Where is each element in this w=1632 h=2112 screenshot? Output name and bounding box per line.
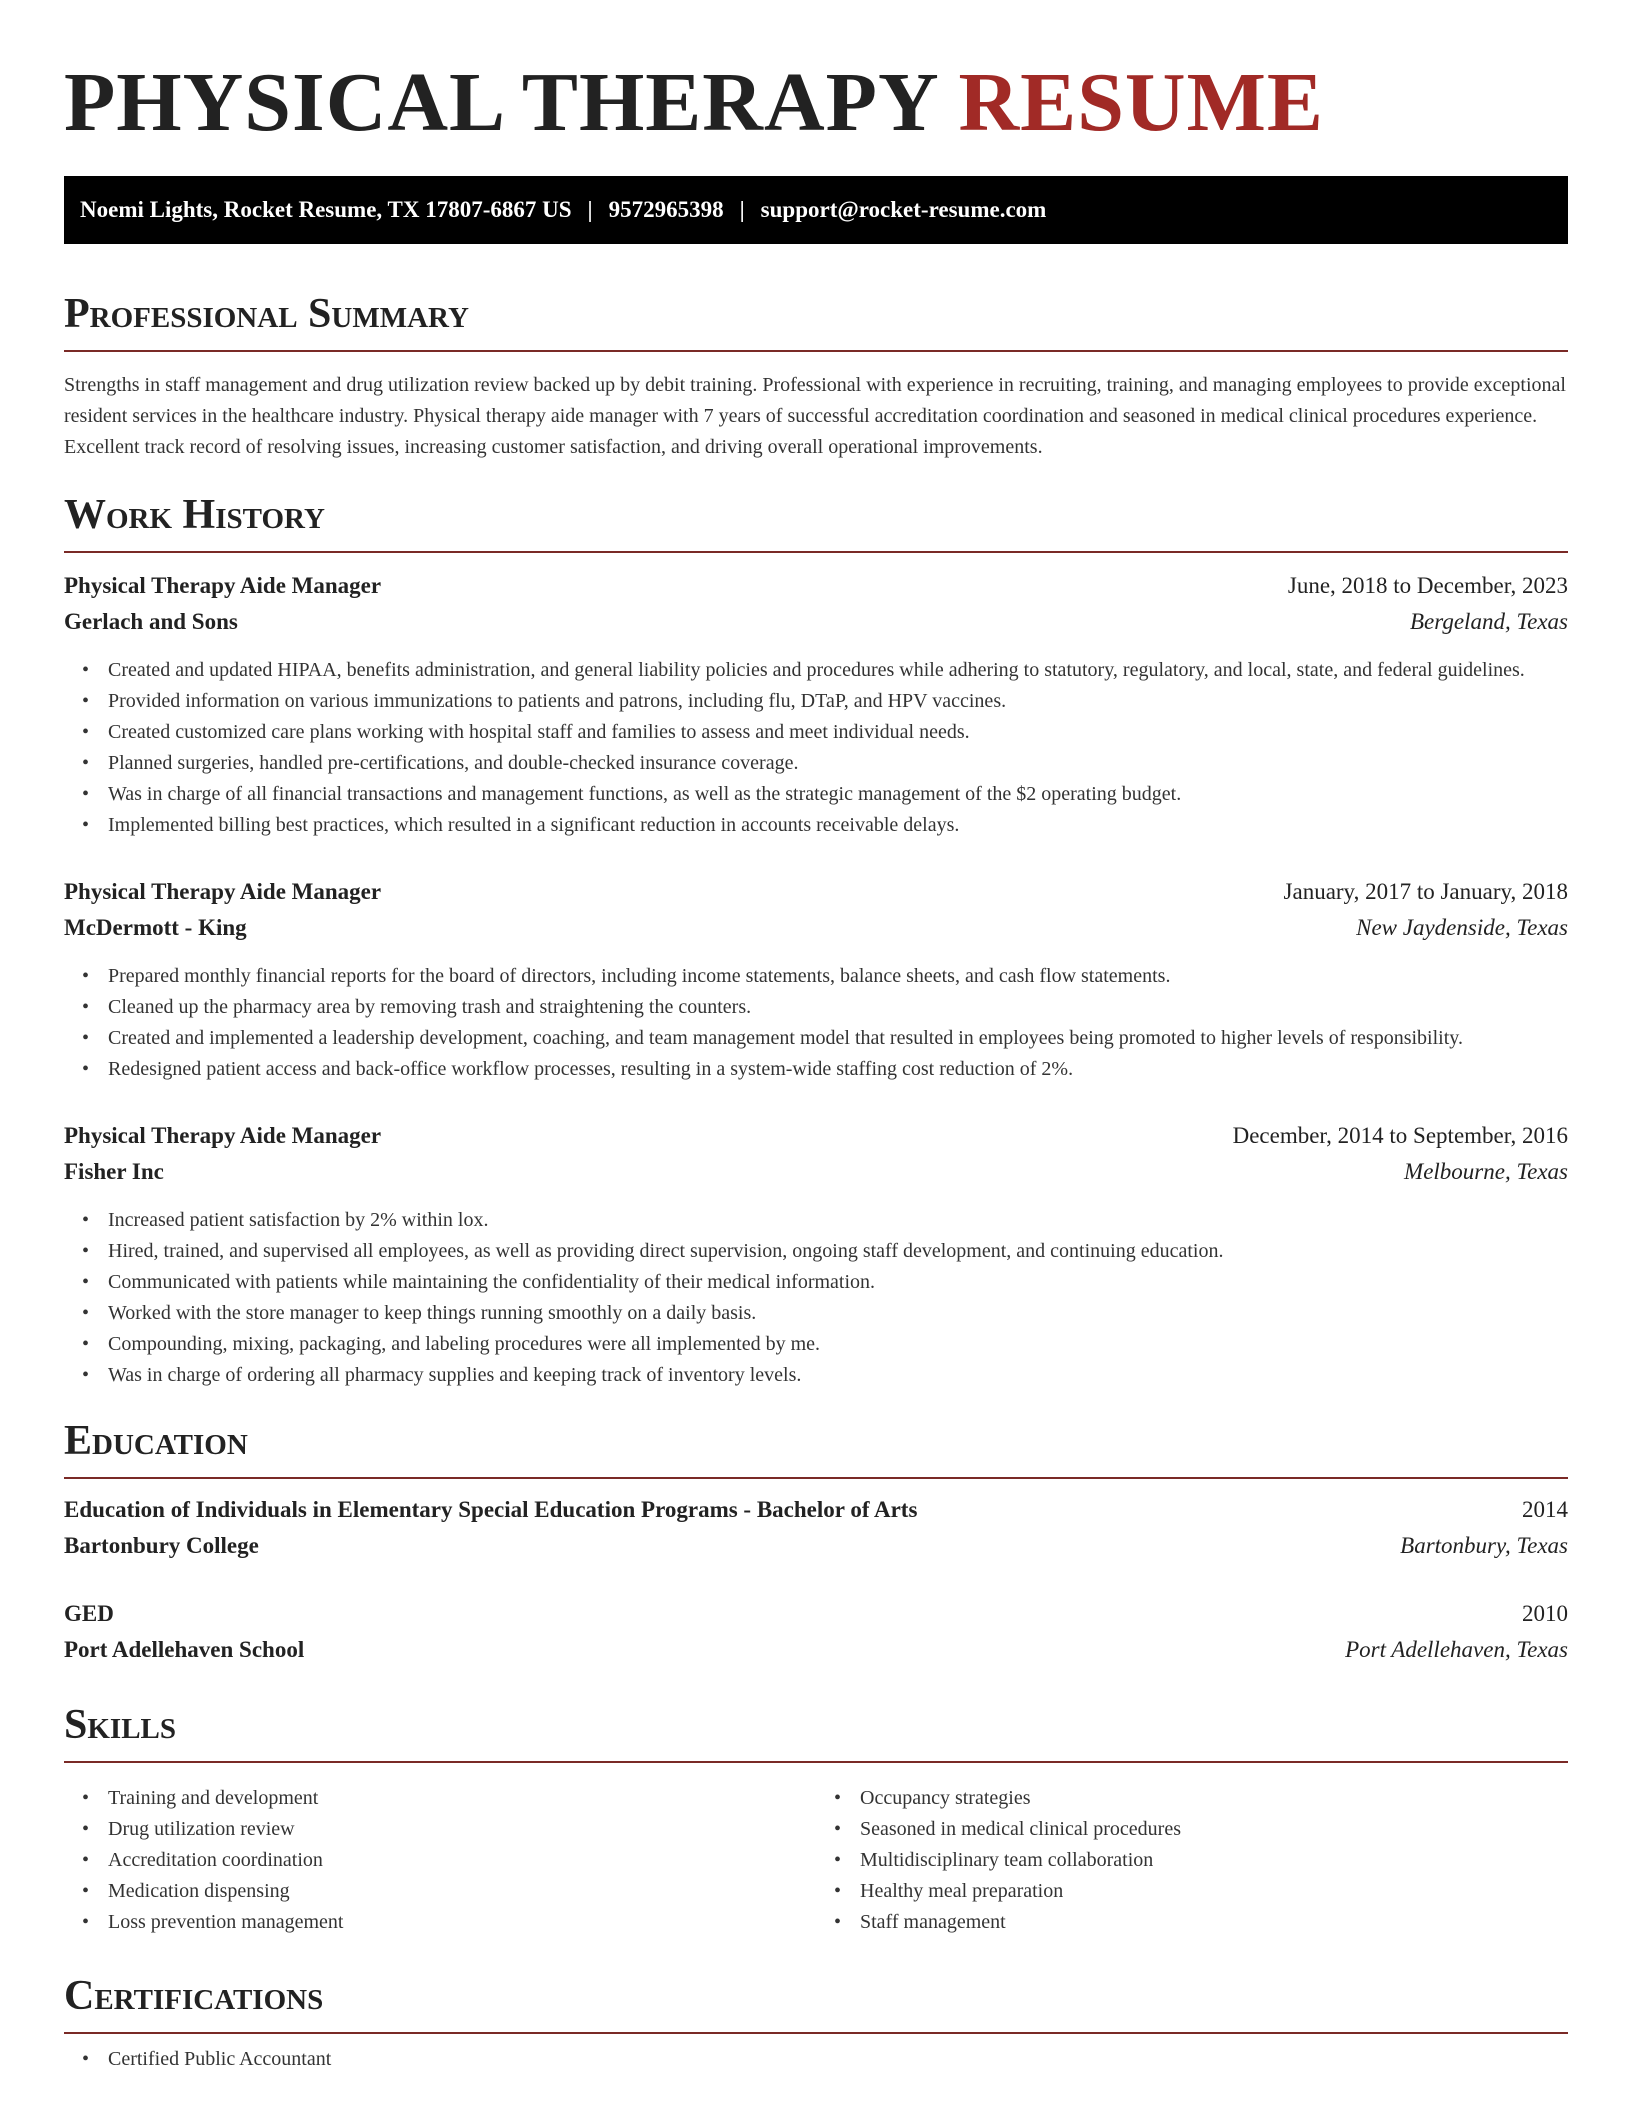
skill-item: • Loss prevention management: [64, 1907, 816, 1938]
job-title: Physical Therapy Aide Manager: [64, 573, 382, 598]
section-divider: [64, 350, 1568, 352]
contact-separator: |: [587, 197, 593, 222]
work-history-section: [64, 491, 1568, 1391]
contact-bar: [64, 176, 1568, 244]
skill-item: • Multidisciplinary team collaboration: [816, 1845, 1568, 1876]
education-section: [64, 1417, 1568, 1673]
skill-item: • Seasoned in medical clinical procedures: [816, 1814, 1568, 1845]
education-heading: Education: [64, 1418, 248, 1464]
job-entry: [64, 1123, 1568, 1391]
skill-item: • Training and development: [64, 1783, 816, 1814]
certifications-section: [64, 1972, 1568, 2075]
job-duties: [64, 655, 1568, 841]
title-accent: RESUME: [958, 56, 1324, 149]
job-entry: [64, 573, 1568, 841]
contact-address: Noemi Lights, Rocket Resume, TX 17807-6867 US: [80, 197, 572, 222]
job-company-row: [64, 915, 1568, 951]
list-item: • Planned surgeries, handled pre-certifications, and double-checked insurance coverage.: [64, 748, 1568, 779]
list-item: • Was in charge of ordering all pharmacy supplies and keeping track of inventory levels.: [64, 1360, 1568, 1391]
section-divider: [64, 2032, 1568, 2034]
job-location: Melbourne, Texas: [1404, 1159, 1568, 1184]
job-title: Physical Therapy Aide Manager: [64, 1123, 382, 1148]
job-company-row: [64, 609, 1568, 645]
contact-separator: |: [739, 197, 745, 222]
list-item: • Communicated with patients while maintaining the confidentiality of their medical information.: [64, 1267, 1568, 1298]
education-year: 2010: [1522, 1601, 1568, 1626]
education-entry: [64, 1497, 1568, 1569]
job-dates: June, 2018 to December, 2023: [1287, 573, 1568, 598]
resume-title: [64, 0, 1568, 148]
job-company: Gerlach and Sons: [64, 609, 238, 634]
job-company: Fisher Inc: [64, 1159, 164, 1184]
list-item: • Worked with the store manager to keep things running smoothly on a daily basis.: [64, 1298, 1568, 1329]
list-item: • Implemented billing best practices, which resulted in a significant reduction in accounts receivable delays.: [64, 810, 1568, 841]
contact-phone[interactable]: 9572965398: [608, 197, 724, 222]
section-divider: [64, 551, 1568, 553]
section-divider: [64, 1477, 1568, 1479]
certifications-list: [64, 2044, 1568, 2075]
skills-list-left: [64, 1783, 816, 1938]
skills-columns: [64, 1773, 1568, 1938]
summary-text: Strengths in staff management and drug utilization review backed up by debit training. Professional with experience in recruiting, training, and managing employees to provide exceptional resident services in the healthcare industry. Physical therapy aide manager with 7 years of successful accreditation coordination and seasoned in medical clinical procedures experience. Excellent track record of resolving issues, increasing customer satisfaction, and driving overall operational improvements.: [64, 374, 1566, 458]
list-item: • Cleaned up the pharmacy area by removing trash and straightening the counters.: [64, 992, 1568, 1023]
skills-list-right: [816, 1783, 1568, 1938]
skills-section: [64, 1701, 1568, 1938]
education-degree-row: [64, 1497, 1568, 1533]
list-item: • Created and implemented a leadership development, coaching, and team management model that resulted in employees being promoted to higher levels of responsibility.: [64, 1023, 1568, 1054]
summary-section: [64, 290, 1568, 463]
job-header-row: [64, 573, 1568, 609]
job-duties: [64, 961, 1568, 1085]
education-entry: [64, 1601, 1568, 1673]
skill-item: • Accreditation coordination: [64, 1845, 816, 1876]
job-header-row: [64, 879, 1568, 915]
list-item: • Compounding, mixing, packaging, and labeling procedures were all implemented by me.: [64, 1329, 1568, 1360]
education-degree: Education of Individuals in Elementary Special Education Programs - Bachelor of Arts: [64, 1497, 918, 1522]
job-location: Bergeland, Texas: [1409, 609, 1568, 634]
list-item: • Prepared monthly financial reports for the board of directors, including income statements, balance sheets, and cash flow statements.: [64, 961, 1568, 992]
summary-heading: Professional Summary: [64, 291, 469, 337]
job-duties: [64, 1205, 1568, 1391]
job-entry: [64, 879, 1568, 1085]
job-company-row: [64, 1159, 1568, 1195]
certification-item: • Certified Public Accountant: [64, 2044, 1568, 2075]
skill-item: • Medication dispensing: [64, 1876, 816, 1907]
skill-item: • Occupancy strategies: [816, 1783, 1568, 1814]
job-location: New Jaydenside, Texas: [1356, 915, 1568, 940]
job-dates: January, 2017 to January, 2018: [1283, 879, 1568, 904]
section-divider: [64, 1761, 1568, 1763]
list-item: • Redesigned patient access and back-office workflow processes, resulting in a system-wide staffing cost reduction of 2%.: [64, 1054, 1568, 1085]
education-school: Bartonbury College: [64, 1533, 259, 1558]
job-dates: December, 2014 to September, 2016: [1232, 1123, 1568, 1148]
list-item: • Was in charge of all financial transactions and management functions, as well as the strategic management of the $2 operating budget.: [64, 779, 1568, 810]
work-history-heading: Work History: [64, 492, 325, 538]
skill-item: • Healthy meal preparation: [816, 1876, 1568, 1907]
list-item: • Created customized care plans working with hospital staff and families to assess and meet individual needs.: [64, 717, 1568, 748]
list-item: • Created and updated HIPAA, benefits administration, and general liability policies and procedures while adhering to statutory, regulatory, and local, state, and federal guidelines.: [64, 655, 1568, 686]
skill-item: • Staff management: [816, 1907, 1568, 1938]
skills-heading: Skills: [64, 1702, 177, 1748]
education-location: Bartonbury, Texas: [1400, 1533, 1568, 1558]
contact-email[interactable]: support@rocket-resume.com: [760, 197, 1047, 222]
job-title: Physical Therapy Aide Manager: [64, 879, 382, 904]
certifications-heading: Certifications: [64, 1973, 324, 2019]
job-header-row: [64, 1123, 1568, 1159]
education-school: Port Adellehaven School: [64, 1637, 305, 1662]
education-degree: GED: [64, 1601, 114, 1626]
education-school-row: [64, 1637, 1568, 1673]
education-year: 2014: [1522, 1497, 1568, 1522]
title-main: PHYSICAL THERAPY: [64, 56, 937, 149]
list-item: • Hired, trained, and supervised all employees, as well as providing direct supervision, ongoing staff development, and continuing education.: [64, 1236, 1568, 1267]
education-degree-row: [64, 1601, 1568, 1637]
job-company: McDermott - King: [64, 915, 247, 940]
education-school-row: [64, 1533, 1568, 1569]
list-item: • Increased patient satisfaction by 2% within lox.: [64, 1205, 1568, 1236]
education-location: Port Adellehaven, Texas: [1345, 1637, 1568, 1662]
skill-item: • Drug utilization review: [64, 1814, 816, 1845]
list-item: • Provided information on various immunizations to patients and patrons, including flu, DTaP, and HPV vaccines.: [64, 686, 1568, 717]
